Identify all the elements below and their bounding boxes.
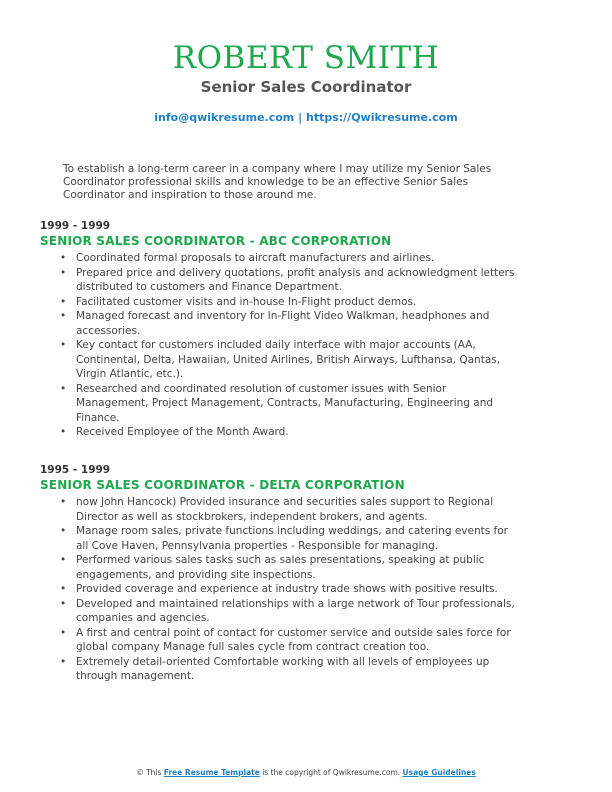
job-bullet: • Developed and maintained relationships with a large network of Tour professionals, companies and agencies.: [76, 597, 520, 626]
job-title: SENIOR SALES COORDINATOR - DELTA CORPORATION: [40, 478, 405, 492]
job-bullet: • now John Hancock) Provided insurance and securities sales support to Regional Director as well as stockbrokers, independent brokers, and agents.: [76, 495, 520, 524]
website-link[interactable]: https://Qwikresume.com: [305, 111, 458, 124]
job-bullet: • Performed various sales tasks such as sales presentations, speaking at public engagements, and providing site inspections.: [76, 553, 520, 582]
job-bullet: • Managed forecast and inventory for In-Flight Video Walkman, headphones and accessories.: [76, 309, 520, 338]
footer-prefix: © This: [136, 768, 162, 777]
free-resume-template-link[interactable]: Free Resume Template: [163, 768, 260, 777]
candidate-role: Senior Sales Coordinator: [200, 78, 412, 96]
job-bullet: • Researched and coordinated resolution of customer issues with Senior Management, Project Management, Contracts, Manufacturing, Engineering and Finance.: [76, 382, 520, 426]
summary-text: To establish a long-term career in a company where I may utilize my Senior Sales Coordinator professional skills and knowledge to be an effective Senior Sales Coordinator and inspiration to those around me.: [63, 163, 492, 202]
job-bullet-list: [40, 495, 520, 684]
job-entry-1: [40, 220, 520, 440]
job-bullet: • Facilitated customer visits and in-house In-Flight product demos.: [76, 295, 520, 310]
contact-separator: |: [298, 111, 303, 124]
footer-copyright: [0, 768, 612, 778]
job-dates: 1999 - 1999: [40, 220, 111, 232]
job-dates: 1995 - 1999: [40, 464, 111, 476]
job-bullet: • Extremely detail-oriented Comfortable working with all levels of employees up through management.: [76, 655, 520, 684]
email-link[interactable]: info@qwikresume.com: [154, 111, 295, 124]
usage-guidelines-link[interactable]: Usage Guidelines: [402, 768, 476, 777]
job-title: SENIOR SALES COORDINATOR - ABC CORPORATION: [40, 234, 392, 248]
contact-line: [0, 111, 612, 125]
footer-middle: is the copyright of Qwikresume.com.: [262, 768, 401, 777]
job-bullet: • Manage room sales, private functions including weddings, and catering events for all Cove Haven, Pennsylvania properties - Responsible for managing.: [76, 524, 520, 553]
job-bullet-list: [40, 251, 520, 440]
job-bullet: • Coordinated formal proposals to aircraft manufacturers and airlines.: [76, 251, 520, 266]
job-bullet: • A first and central point of contact for customer service and outside sales force for global company Manage full sales cycle from contract creation too.: [76, 626, 520, 655]
job-entry-2: [40, 464, 520, 684]
job-bullet: • Key contact for customers included daily interface with major accounts (AA, Continental, Delta, Hawaiian, United Airlines, British Airways, Lufthansa, Qantas, Virgin Atlantic, etc.).: [76, 338, 520, 382]
job-bullet: • Prepared price and delivery quotations, profit analysis and acknowledgment letters distributed to customers and Finance Department.: [76, 266, 520, 295]
job-bullet: • Provided coverage and experience at industry trade shows with positive results.: [76, 582, 520, 597]
job-bullet: • Received Employee of the Month Award.: [76, 425, 520, 440]
candidate-name: ROBERT SMITH: [172, 40, 440, 76]
